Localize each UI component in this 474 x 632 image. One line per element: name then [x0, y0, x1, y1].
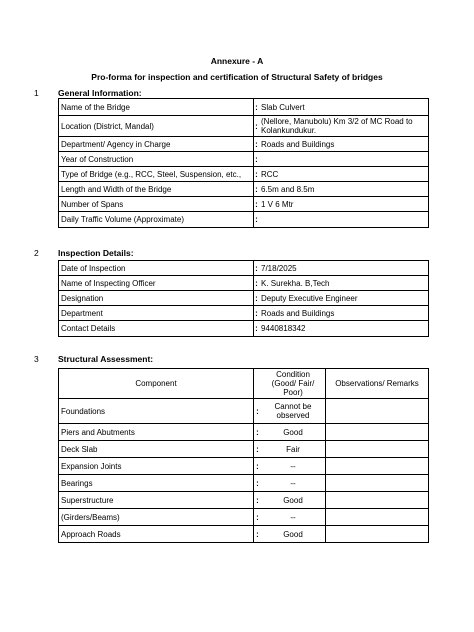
- condition-value: Fair: [261, 441, 326, 458]
- component-name: Deck Slab: [59, 441, 254, 458]
- remarks-value: [326, 526, 429, 543]
- colon-separator: :: [254, 276, 260, 291]
- condition-value: --: [261, 475, 326, 492]
- colon-separator: :: [254, 137, 260, 152]
- structural-assessment-table: [58, 368, 429, 543]
- proforma-subtitle: Pro-forma for inspection and certification of Structural Safety of bridges: [91, 72, 383, 82]
- condition-value: --: [261, 458, 326, 475]
- component-name: Bearings: [59, 475, 254, 492]
- table-row: [59, 182, 429, 197]
- colon-separator: :: [254, 99, 260, 116]
- component-name: Superstructure: [59, 492, 254, 509]
- component-name: (Girders/Beams): [59, 509, 254, 526]
- colon-separator: :: [254, 182, 260, 197]
- field-value: [259, 212, 429, 228]
- table-row: [59, 291, 429, 306]
- component-name: Foundations: [59, 399, 254, 424]
- field-value: RCC: [259, 167, 429, 182]
- colon-separator: :: [254, 424, 262, 441]
- field-value: 9440818342: [259, 321, 429, 337]
- table-row: [59, 99, 429, 116]
- table-header-row: [59, 369, 429, 399]
- colon-separator: :: [254, 509, 262, 526]
- field-value: 7/18/2025: [259, 261, 429, 276]
- table-row: [59, 509, 429, 526]
- field-label: Year of Construction: [59, 152, 254, 167]
- field-value: (Nellore, Manubolu) Km 3/2 of MC Road to Kolankundukur.: [259, 116, 429, 137]
- colon-separator: :: [254, 261, 260, 276]
- field-value: 1 V 6 Mtr: [259, 197, 429, 212]
- table-row: [59, 321, 429, 337]
- inspection-details-table: [58, 260, 429, 337]
- colon-separator: :: [254, 458, 262, 475]
- colon-separator: :: [254, 197, 260, 212]
- colon-separator: :: [254, 116, 260, 137]
- colon-separator: :: [254, 152, 260, 167]
- section-title: Structural Assessment:: [58, 354, 154, 364]
- field-label: Location (District, Mandal): [59, 116, 254, 137]
- condition-header: Condition (Good/ Fair/ Poor): [261, 369, 326, 399]
- colon-separator: :: [254, 492, 262, 509]
- colon-separator: :: [254, 321, 260, 337]
- remarks-value: [326, 458, 429, 475]
- component-name: Piers and Abutments: [59, 424, 254, 441]
- field-label: Length and Width of the Bridge: [59, 182, 254, 197]
- remarks-value: [326, 475, 429, 492]
- condition-value: Good: [261, 424, 326, 441]
- field-label: Number of Spans: [59, 197, 254, 212]
- colon-separator: :: [254, 475, 262, 492]
- section-number: 3: [34, 354, 39, 364]
- field-label: Department: [59, 306, 254, 321]
- condition-value: Good: [261, 526, 326, 543]
- section-number: 1: [34, 88, 39, 98]
- colon-separator: :: [254, 399, 262, 424]
- section-1-heading: [34, 88, 142, 98]
- table-row: [59, 475, 429, 492]
- table-row: [59, 197, 429, 212]
- colon-separator: :: [254, 441, 262, 458]
- colon-separator: :: [254, 167, 260, 182]
- table-row: [59, 152, 429, 167]
- component-header: Component: [59, 369, 254, 399]
- field-value: [259, 152, 429, 167]
- table-row: [59, 137, 429, 152]
- condition-value: Cannot be observed: [261, 399, 326, 424]
- colon-separator: :: [254, 526, 262, 543]
- remarks-value: [326, 441, 429, 458]
- field-label: Name of Inspecting Officer: [59, 276, 254, 291]
- table-row: [59, 492, 429, 509]
- table-row: [59, 441, 429, 458]
- table-row: [59, 306, 429, 321]
- remarks-value: [326, 492, 429, 509]
- annexure-title: Annexure - A: [210, 56, 264, 66]
- field-label: Type of Bridge (e.g., RCC, Steel, Suspension, etc.,: [59, 167, 254, 182]
- table-row: [59, 116, 429, 137]
- table-row: [59, 276, 429, 291]
- field-value: K. Surekha. B,Tech: [259, 276, 429, 291]
- field-value: 6.5m and 8.5m: [259, 182, 429, 197]
- field-label: Date of Inspection: [59, 261, 254, 276]
- section-3-heading: [34, 354, 153, 364]
- condition-value: Good: [261, 492, 326, 509]
- component-name: Approach Roads: [59, 526, 254, 543]
- section-title: Inspection Details:: [58, 248, 134, 258]
- table-row: [59, 424, 429, 441]
- table-row: [59, 458, 429, 475]
- observations-header: Observations/ Remarks: [326, 369, 429, 399]
- field-value: Slab Culvert: [259, 99, 429, 116]
- remarks-value: [326, 509, 429, 526]
- table-row: [59, 261, 429, 276]
- field-value: Roads and Buildings: [259, 306, 429, 321]
- section-2-heading: [34, 248, 134, 258]
- field-label: Name of the Bridge: [59, 99, 254, 116]
- field-label: Designation: [59, 291, 254, 306]
- table-row: [59, 526, 429, 543]
- section-title: General Information:: [58, 88, 142, 98]
- component-name: Expansion Joints: [59, 458, 254, 475]
- field-label: Department/ Agency in Charge: [59, 137, 254, 152]
- table-row: [59, 212, 429, 228]
- field-label: Daily Traffic Volume (Approximate): [59, 212, 254, 228]
- field-label: Contact Details: [59, 321, 254, 337]
- remarks-value: [326, 399, 429, 424]
- field-value: Deputy Executive Engineer: [259, 291, 429, 306]
- section-number: 2: [34, 248, 39, 258]
- table-row: [59, 167, 429, 182]
- colon-separator: :: [254, 212, 260, 228]
- condition-value: --: [261, 509, 326, 526]
- field-value: Roads and Buildings: [259, 137, 429, 152]
- colon-separator: :: [254, 291, 260, 306]
- table-row: [59, 399, 429, 424]
- general-information-table: [58, 98, 429, 228]
- header-spacer: [254, 369, 262, 399]
- colon-separator: :: [254, 306, 260, 321]
- remarks-value: [326, 424, 429, 441]
